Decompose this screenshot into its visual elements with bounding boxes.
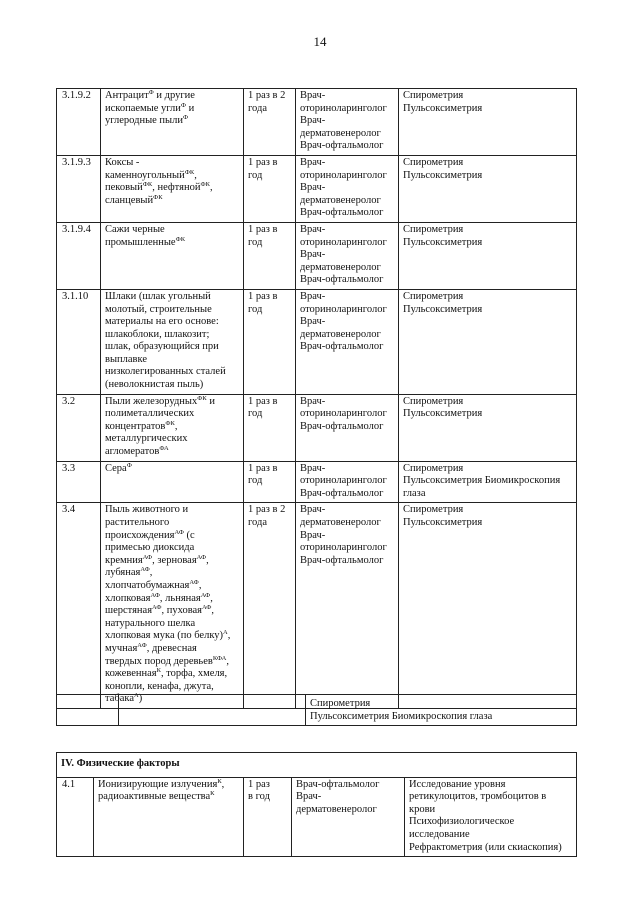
factor-text: концентратов (105, 420, 166, 432)
factor-text: лубяная (105, 567, 141, 579)
physical-factors-table (56, 752, 577, 857)
factor-text: растительного (105, 517, 170, 528)
page-number: 14 (313, 34, 327, 49)
frequency-line: 1 раз в (248, 462, 278, 474)
row-code: 4.1 (57, 777, 94, 857)
factor-text: шлакоблоки, шлакозит; (105, 328, 210, 340)
factor-text: натурального шелка (105, 617, 196, 629)
frequency-line: года (248, 517, 267, 528)
doctors-cell (296, 461, 399, 503)
factor-text: , (226, 655, 229, 667)
hazard-factors-table-body (57, 89, 577, 709)
doctor-line: оториноларинголог (300, 102, 387, 114)
frequency-line: года (248, 102, 267, 114)
table-row (57, 461, 577, 503)
factor-text: (неволокнистая пыль) (105, 379, 204, 391)
factor-line (105, 668, 240, 681)
factor-text: хлопчатобумажная (105, 579, 190, 591)
doctor-line: Врач- (300, 316, 326, 328)
studies-cell (399, 222, 577, 289)
factor-text: , (211, 605, 215, 617)
doctor-line: оториноларинголог (300, 475, 387, 487)
superscript-mark: ФК (153, 193, 163, 201)
factor-text: ископаемые угли (105, 102, 181, 114)
table-row (57, 394, 577, 461)
doctor-line: дерматовенеролог (296, 803, 377, 815)
studies-line: Рефрактометрия (или скиаскопия) (409, 841, 562, 853)
doctor-line: Врач-офтальмолог (300, 487, 384, 499)
frequency-cell (244, 777, 292, 857)
superscript-mark: ФК (197, 394, 207, 402)
factor-text: низколегированных сталей (105, 366, 226, 378)
factor-text: Антрацит (105, 90, 149, 101)
superscript-mark: АФ (196, 553, 207, 561)
studies-cell (306, 695, 577, 726)
factor-cell (101, 222, 244, 289)
frequency-line: 1 раз в (248, 290, 278, 302)
factor-cell (101, 289, 244, 394)
studies-line: Пульсоксиметрия (403, 102, 483, 114)
factor-text: , (206, 554, 209, 566)
frequency-line: 1 раз (248, 778, 270, 790)
table-row (57, 777, 577, 857)
factor-text: , (209, 182, 213, 194)
studies-line: Исследование уровня (409, 778, 506, 790)
factor-line (105, 396, 240, 409)
factor-cell (101, 461, 244, 503)
factor-text: , (210, 592, 213, 604)
studies-cell (405, 777, 577, 857)
frequency-line: 1 раз в (248, 223, 278, 235)
factor-text: Коксы - (105, 156, 140, 168)
studies-line: Спирометрия (403, 290, 464, 302)
factor-text: Пыль животного и (105, 504, 189, 516)
doctors-cell (296, 503, 399, 709)
factor-text: хлопковая мука (по белку) (105, 630, 224, 642)
doctor-line: Врач- (300, 223, 326, 235)
doctors-cell (292, 777, 405, 857)
frequency-cell (244, 461, 296, 503)
empty-cell (57, 695, 119, 726)
superscript-mark: КФА (212, 654, 227, 662)
factor-line (105, 593, 240, 606)
superscript-mark: АФ (137, 641, 147, 649)
frequency-cell (244, 89, 296, 156)
factor-text: и (206, 395, 215, 407)
doctor-line: Врач-офтальмолог (300, 341, 384, 353)
factor-text: Пыли железорудных (105, 395, 198, 407)
superscript-mark: Ф (182, 114, 189, 122)
studies-line: Психофизиологическое (409, 816, 515, 828)
studies-line: исследование (409, 828, 470, 840)
doctor-line: Врач- (300, 249, 326, 261)
physical-factors-table-body (57, 753, 577, 857)
doctor-line: Врач- (300, 182, 326, 194)
frequency-cell (244, 155, 296, 222)
factor-text: материалы на его основе: (105, 316, 219, 328)
factor-text: радиоактивные вещества (98, 791, 211, 803)
factor-line (105, 605, 240, 618)
factor-text: сланцевый (105, 194, 154, 206)
row-code: 3.1.10 (57, 289, 101, 394)
factor-text: ) (138, 693, 143, 705)
factor-text: и другие (153, 90, 195, 101)
factor-text: агломератов (105, 446, 160, 458)
factor-text: промышленные (105, 236, 176, 248)
superscript-mark: К (156, 667, 161, 675)
factor-line (98, 791, 240, 804)
factor-text: молотый, строительные (105, 303, 212, 315)
row-code: 3.2 (57, 394, 101, 461)
table-row (57, 503, 577, 709)
superscript-mark: АФ (202, 604, 212, 612)
factor-line (105, 681, 240, 694)
factor-text: шерстяная (105, 605, 153, 617)
factor-line (105, 329, 240, 342)
frequency-line: 1 раз в 2 (248, 90, 286, 101)
studies-line: Спирометрия (403, 223, 464, 235)
factor-text: , пуховая (161, 605, 202, 617)
factor-text: Шлаки (шлак угольный (105, 290, 211, 302)
studies-cell (399, 289, 577, 394)
factor-line (105, 630, 240, 643)
continuation-table (56, 694, 577, 726)
studies-line: Спирометрия (310, 698, 371, 709)
hazard-factors-table (56, 88, 577, 709)
superscript-mark: А (223, 629, 228, 637)
factor-line (105, 555, 240, 568)
factor-text: выплавке (105, 353, 147, 365)
superscript-mark: Ф (126, 461, 132, 469)
factor-line (105, 170, 240, 183)
factor-text: , (194, 169, 197, 181)
factor-text: металлургических (105, 433, 188, 445)
doctor-line: Врач- (300, 90, 326, 101)
frequency-line: 1 раз в (248, 395, 278, 407)
factor-line (105, 103, 240, 116)
factor-text: примесью диоксида (105, 542, 195, 554)
factor-text: и (186, 102, 195, 114)
table-row (57, 155, 577, 222)
doctor-line: дерматовенеролог (300, 517, 381, 528)
studies-line: Спирометрия (403, 395, 464, 407)
doctors-cell (296, 222, 399, 289)
studies-cell (399, 155, 577, 222)
factor-line (105, 379, 240, 392)
factor-line (105, 354, 240, 367)
doctors-cell (296, 155, 399, 222)
frequency-line: год (248, 303, 263, 315)
table-row (57, 89, 577, 156)
factor-line (105, 433, 240, 446)
factor-text: твердых пород деревьев (105, 655, 213, 667)
empty-cell (119, 695, 306, 726)
superscript-mark: АФ (200, 591, 211, 599)
doctors-cell (296, 289, 399, 394)
studies-line: Спирометрия (403, 504, 464, 516)
factor-text: кожевенная (105, 668, 157, 680)
row-code: 3.4 (57, 503, 101, 709)
factor-cell (101, 89, 244, 156)
factor-line (105, 567, 240, 580)
studies-line: Пульсоксиметрия Биомикроскопия глаза (310, 710, 493, 722)
studies-line: крови (409, 803, 436, 815)
factor-line (105, 304, 240, 317)
superscript-mark: АФ (189, 578, 199, 586)
factor-text: пековый (105, 182, 143, 194)
studies-line: Пульсоксиметрия (403, 303, 483, 315)
factor-line (105, 115, 240, 128)
factor-text: шлак, образующийся при (105, 341, 219, 353)
factor-line (105, 182, 240, 195)
superscript-mark: АФ (174, 528, 184, 536)
doctor-line: Врач- (300, 462, 326, 474)
superscript-mark: К (210, 790, 215, 798)
factor-text: конопли, кенафа, джута, (105, 680, 214, 692)
superscript-mark: Ф (148, 89, 154, 96)
superscript-mark: К (217, 777, 222, 785)
factor-text: , (227, 630, 231, 642)
doctor-line: оториноларинголог (300, 408, 387, 420)
factor-line (105, 421, 240, 434)
doctor-line: Врач- (300, 156, 326, 168)
frequency-cell (244, 222, 296, 289)
superscript-mark: ФК (175, 235, 186, 243)
superscript-mark: ФК (184, 168, 195, 176)
studies-line: Пульсоксиметрия Биомикроскопия (403, 475, 561, 487)
row-code: 3.1.9.4 (57, 222, 101, 289)
frequency-line: год (248, 475, 263, 487)
factor-text: , льняная (159, 592, 201, 604)
factor-text: , торфа, хмеля, (160, 668, 228, 680)
frequency-line: в год (248, 791, 270, 803)
frequency-line: 1 раз в 2 (248, 504, 286, 516)
doctor-line: оториноларинголог (300, 542, 387, 554)
superscript-mark: Ф (180, 101, 187, 109)
factor-line (105, 530, 240, 543)
table-row (57, 289, 577, 394)
factor-line (105, 195, 240, 208)
doctor-line: оториноларинголог (300, 303, 387, 315)
doctor-line: Врач- (296, 791, 322, 803)
studies-cell (399, 461, 577, 503)
studies-line: Спирометрия (403, 462, 464, 474)
doctor-line: дерматовенеролог (300, 328, 381, 340)
studies-cell (399, 503, 577, 709)
frequency-line: год (248, 236, 263, 248)
studies-line: Пульсоксиметрия (403, 169, 483, 181)
factor-line (105, 618, 240, 631)
doctor-line: Врач-офтальмолог (300, 554, 384, 566)
studies-line: ретикулоцитов, тромбоцитов в (409, 791, 547, 803)
frequency-line: 1 раз в (248, 156, 278, 168)
studies-cell (399, 394, 577, 461)
factor-text: (с (183, 529, 195, 541)
factor-cell (101, 155, 244, 222)
factor-line (105, 580, 240, 593)
factor-text: каменноугольный (105, 169, 185, 181)
factor-line (105, 446, 240, 459)
factor-line (105, 504, 240, 517)
factor-text: , нефтяной (152, 182, 201, 194)
factor-line (105, 291, 240, 304)
factor-line (105, 656, 240, 669)
doctor-line: Врач- (300, 529, 326, 541)
factor-text: , (221, 778, 225, 790)
factor-text: кремния (105, 554, 143, 566)
doctor-line: оториноларинголог (300, 236, 387, 248)
studies-line: Спирометрия (403, 156, 464, 168)
factor-line (105, 341, 240, 354)
factor-text: Ионизирующие излучения (98, 778, 218, 790)
superscript-mark: АФ (142, 553, 153, 561)
factor-text: Сажи черные (105, 223, 165, 235)
row-code: 3.1.9.2 (57, 89, 101, 156)
studies-line: Пульсоксиметрия (403, 236, 483, 248)
row-code: 3.1.9.3 (57, 155, 101, 222)
superscript-mark: ФК (165, 419, 175, 427)
doctor-line: оториноларинголог (300, 169, 387, 181)
frequency-line: год (248, 408, 263, 420)
superscript-mark: А (133, 692, 139, 700)
doctor-line: Врач-офтальмолог (300, 207, 384, 219)
superscript-mark: ФК (200, 181, 210, 189)
doctor-line: Врач-офтальмолог (300, 274, 384, 286)
studies-line: Пульсоксиметрия (403, 517, 483, 528)
row-code: 3.3 (57, 461, 101, 503)
studies-cell (399, 89, 577, 156)
factor-line (105, 237, 240, 250)
superscript-mark: ФК (142, 181, 153, 189)
factor-line (105, 157, 240, 170)
factor-line (105, 224, 240, 237)
frequency-line: год (248, 169, 263, 181)
factor-line (98, 779, 240, 792)
factor-text: , древесная (146, 642, 197, 654)
factor-text: происхождения (105, 529, 175, 541)
doctor-line: Врач- (300, 395, 326, 407)
doctor-line: дерматовенеролог (300, 261, 381, 273)
studies-line: Пульсоксиметрия (403, 408, 483, 420)
studies-line: глаза (403, 487, 426, 499)
factor-cell (101, 503, 244, 709)
studies-line: Спирометрия (403, 90, 464, 101)
superscript-mark: АФ (152, 604, 162, 612)
doctor-line: Врач- (300, 504, 326, 516)
factor-text: , (198, 579, 202, 591)
factor-text: , (174, 420, 178, 432)
factor-text: табака (105, 693, 134, 705)
section-header-row (57, 753, 577, 778)
frequency-cell (244, 289, 296, 394)
factor-line (105, 90, 240, 103)
section-title: IV. Физические факторы (57, 753, 577, 778)
doctor-line: Врач- (300, 290, 326, 302)
factor-text: хлопковая (105, 592, 151, 604)
frequency-cell (244, 503, 296, 709)
doctor-line: Врач- (300, 115, 326, 127)
factor-text: углеродные пыли (105, 115, 183, 127)
superscript-mark: ФА (159, 445, 169, 453)
factor-line (105, 316, 240, 329)
factor-line (105, 463, 240, 476)
factor-line (105, 542, 240, 555)
factor-line (105, 517, 240, 530)
doctor-line: Врач-офтальмолог (300, 420, 384, 432)
doctor-line: Врач-офтальмолог (296, 778, 380, 790)
doctors-cell (296, 89, 399, 156)
factor-line (105, 366, 240, 379)
factor-text: , (149, 567, 153, 579)
table-row (57, 222, 577, 289)
doctor-line: Врач-офтальмолог (300, 140, 384, 152)
doctors-cell (296, 394, 399, 461)
doctor-line: дерматовенеролог (300, 127, 381, 139)
frequency-cell (244, 394, 296, 461)
factor-cell (101, 394, 244, 461)
superscript-mark: АФ (140, 566, 150, 574)
factor-text: , зерновая (152, 554, 197, 566)
factor-text: мучная (105, 642, 138, 654)
factor-cell (94, 777, 244, 857)
table-row (57, 695, 577, 726)
factor-text: Сера (105, 462, 127, 474)
doctor-line: дерматовенеролог (300, 194, 381, 206)
factor-text: полиметаллических (105, 408, 195, 420)
superscript-mark: АФ (150, 591, 160, 599)
